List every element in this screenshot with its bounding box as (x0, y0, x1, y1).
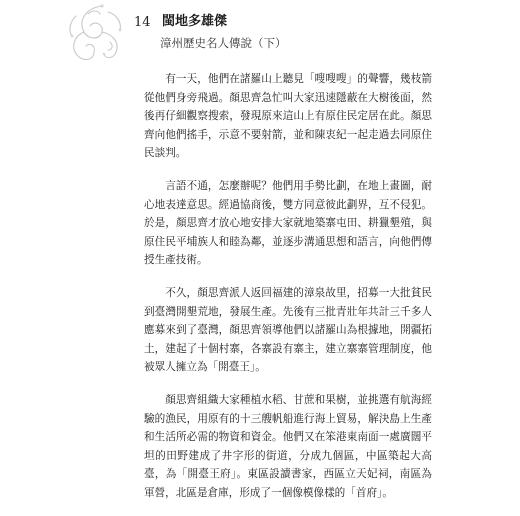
floral-ornament (64, 2, 126, 66)
book-title: 閩地多雄傑 (162, 14, 228, 29)
paragraph: 不久，顏思齊派人返回福建的漳泉故里，招募一大批貧民到臺灣開墾荒地，發展生產。先後有三批青壯年共計三千多人應募來到了臺灣，顏思齊領導他們以諸羅山為根據地，開疆拓土，建起了十個村寨，各寨設有寨主，建立寨寨管理制度，他被眾人擁立為「開臺王」。 (144, 286, 432, 374)
paragraph: 言語不通，怎麼辦呢？他們用手勢比劃，在地上畫圖，耐心地表達意思。經過協商後，雙方同意彼此劃界，互不侵犯。於是，顏思齊才放心地安排大家就地築寨屯田、耕獵墾殖，與原住民平埔族人和睦為鄰，並逐步溝通思想和語言，向他們傳授生產技術。 (144, 179, 432, 267)
book-subtitle: 漳州歷史名人傳說（下） (160, 36, 287, 50)
body-text (144, 70, 432, 516)
paragraph: 顏思齊組織大家種植水稻、甘蔗和果樹，並挑選有航海經驗的漁民，用原有的十三艘帆船進行海上貿易，解決島上生產和生活所必需的物資和資金。他們又在笨港東南面一處廣闊平坦的田野建成了井字形的街道，分成九個區，中區築起大高臺，為「開臺王府」。東區設讀書家，西區立天妃祠，南區為軍營，北區是倉庫，形成了一個像模像樣的「首府」。 (144, 393, 432, 499)
paragraph: 有一天，他們在諸羅山上聽見「嗖嗖嗖」的聲響，幾枝箭從他們身旁飛過。顏思齊急忙叫大家迅速隱蔽在大樹後面，然後再仔細觀察搜索，發現原來這山上有原住民定居在此。顏思齊向他們搖手，示意不要射箭，並和陳衷紀一起走過去同原住民談判。 (144, 73, 432, 160)
page-number: 14 (134, 15, 151, 30)
